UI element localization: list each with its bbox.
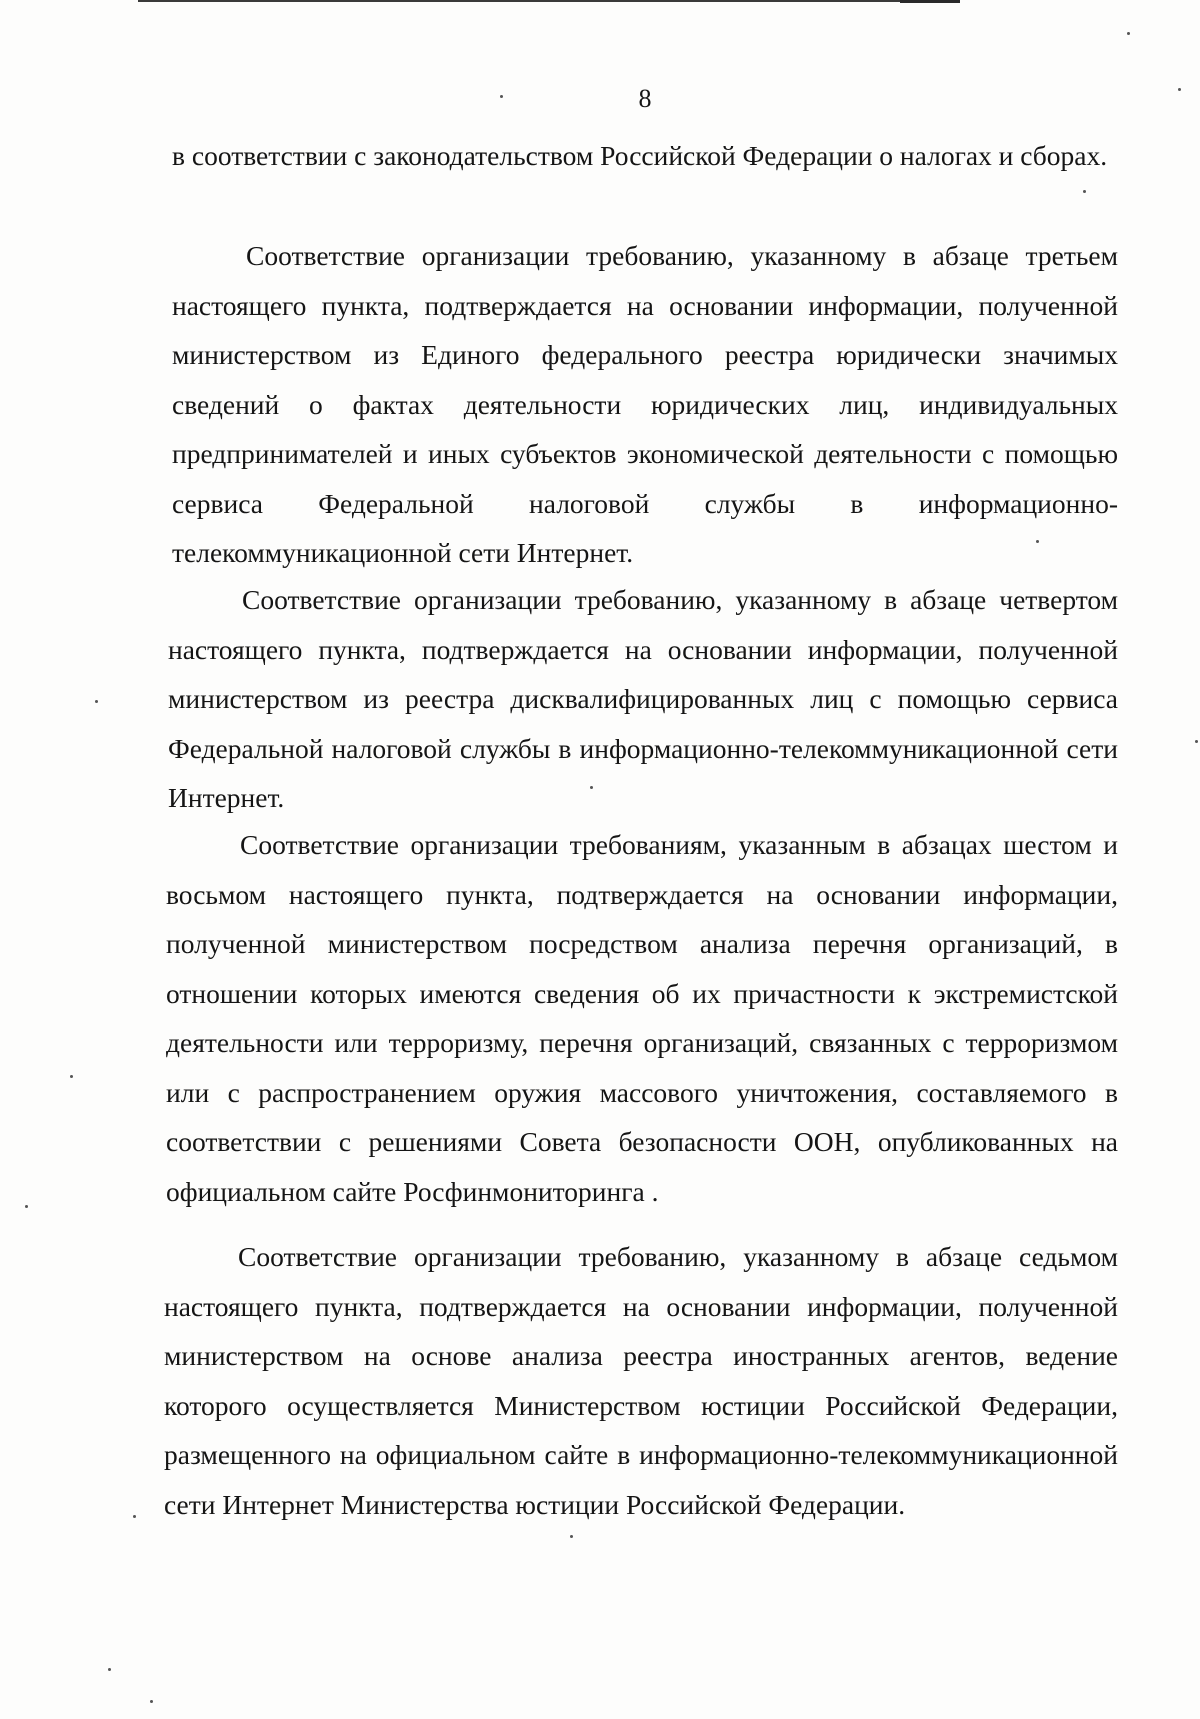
scan-speck [108,1668,111,1671]
scan-speck [25,1205,28,1208]
scan-speck [570,1535,573,1538]
scan-speck [70,1075,73,1078]
scan-speck [95,700,98,703]
top-edge-mark [900,0,960,3]
top-edge-rule [138,0,948,2]
scan-speck [133,1515,136,1518]
scan-speck [1083,190,1086,193]
scan-speck [1127,32,1130,35]
paragraph-requirement-fourth: Соответствие организации требованию, указанному в абзаце четвертом настоящего пункта, подтверждается на основании информации, полученной министерством из реестра дисквалифицированных лиц с помощью сервиса Федеральной налоговой службы в информационно-телекоммуникационной сети Интернет. [168,584,1118,813]
scan-speck [150,1700,153,1703]
paragraph-continuation: в соответствии с законодательством Российской Федерации о налогах и сборах. [172,140,1108,171]
page-number: 8 [638,84,652,113]
scan-speck [1036,540,1039,543]
paragraph-requirement-sixth-eighth: Соответствие организации требованиям, указанным в абзацах шестом и восьмом настоящего пункта, подтверждается на основании информации, полученной министерством посредством анализа перечня организаций, в отношении которых имеются сведения об их причастности к экстремистской деятельности или терроризму, перечня организаций, связанных с терроризмом или с распространением оружия массового уничтожения, составляемого в соответствии с решениями Совета безопасности ООН, опубликованных на официальном сайте Росфинмониторинга . [166,829,1118,1207]
paragraph-requirement-seventh: Соответствие организации требованию, указанному в абзаце седьмом настоящего пункта, подтверждается на основании информации, полученной министерством на основе анализа реестра иностранных агентов, ведение которого осуществляется Министерством юстиции Российской Федерации, размещенного на официальном сайте в информационно-телекоммуникационной сети Интернет Министерства юстиции Российской Федерации. [164,1241,1118,1520]
scan-speck [1178,88,1181,91]
paragraph-requirement-third: Соответствие организации требованию, указанному в абзаце третьем настоящего пункта, подтверждается на основании информации, полученной министерством из Единого федерального реестра юридически значимых сведений о фактах деятельности юридических лиц, индивидуальных предпринимателей и иных субъектов экономической деятельности с помощью сервиса Федеральной налоговой службы в информационно-телекоммуникационной сети Интернет. [172,240,1118,568]
scan-speck [590,786,593,789]
scan-speck [1195,740,1198,743]
scan-speck [500,95,503,98]
